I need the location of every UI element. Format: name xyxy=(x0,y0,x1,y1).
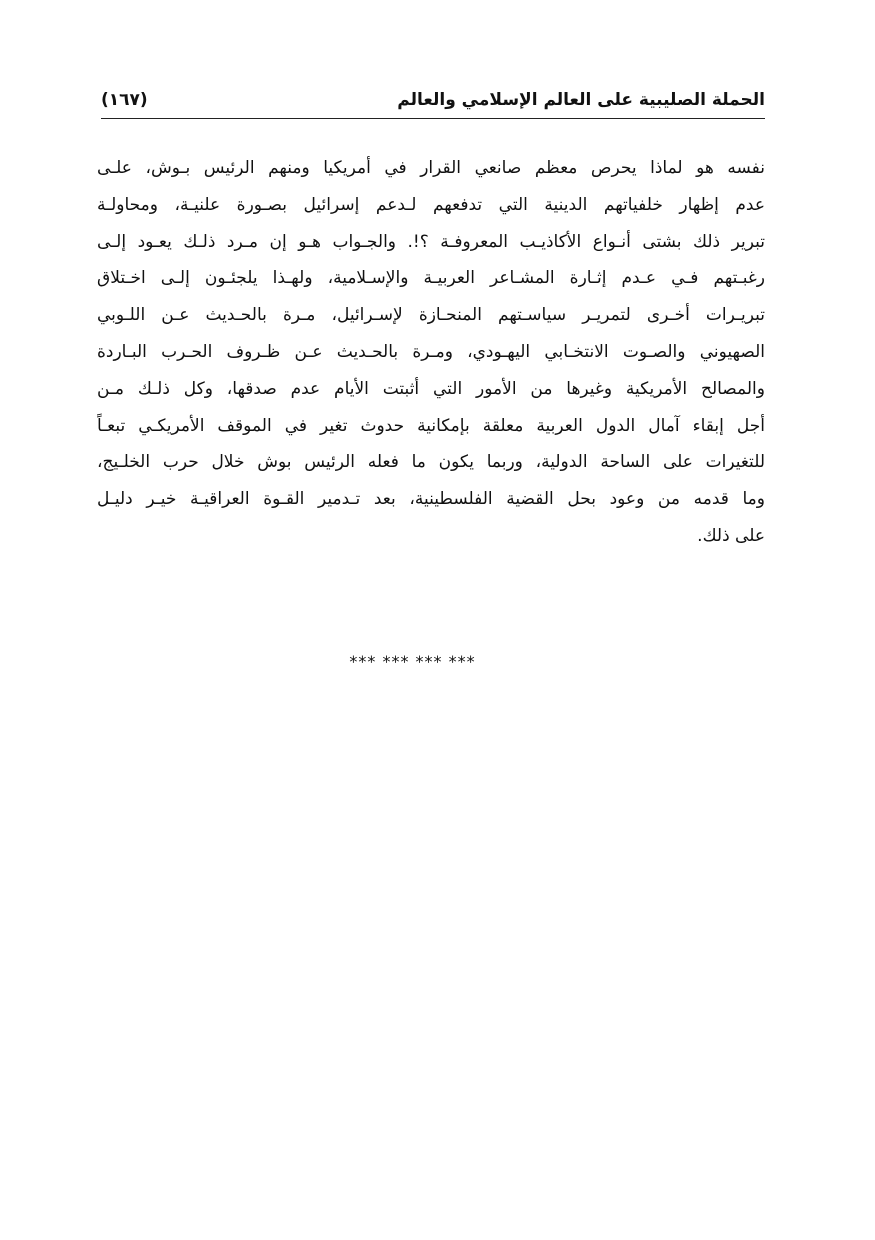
text-line: وما قدمه من وعود بحل القضية الفلسطينية، بعد تـدمير القـوة العراقيـة خيـر دليـل xyxy=(97,489,765,510)
body-paragraph xyxy=(97,150,765,555)
text-line: نفسه هو لماذا يحرص معظم صانعي القرار في أمريكيا ومنهم الرئيس بـوش، علـى xyxy=(97,158,765,178)
running-header xyxy=(101,86,765,119)
text-line: والمصالح الأمريكية وغيرها من الأمور التي أثبتت الأيام عدم صدقها، وكل ذلـك مـن xyxy=(97,378,765,399)
section-separator: *** *** *** *** xyxy=(349,652,476,671)
page-number: (١٦٧) xyxy=(101,90,148,110)
text-line: أجل إبقاء آمال الدول العربية معلقة بإمكانية حدوث تغير في الموقف الأمريكـي تبعـاً xyxy=(97,415,765,436)
text-line: الصهيوني والصـوت الانتخـابي اليهـودي، ومـرة بالحـديث عـن ظـروف الحـرب البـاردة xyxy=(97,341,765,362)
text-line: عدم إظهار خلفياتهم الدينية التي تدفعهم لـدعم إسرائيل بصـورة علنيـة، ومحاولـة xyxy=(97,194,765,215)
text-line: تبريـرات أخـرى لتمريـر سياسـتهم المنحـازة لإسـرائيل، مـرة بالحـديث عـن اللـوبي xyxy=(97,305,765,326)
book-title: الحملة الصليبية على العالم الإسلامي والعالم xyxy=(397,90,765,110)
text-line: تبرير ذلك بشتى أنـواع الأكاذيـب المعروفـة ؟!. والجـواب هـو إن مـرد ذلـك يعـود إلـى xyxy=(97,231,765,252)
text-line: على ذلك. xyxy=(697,525,765,546)
text-line: رغبـتهم فـي عـدم إثـارة المشـاعر العربيـة والإسـلامية، ولهـذا يلجئـون إلـى اخـتلاق xyxy=(97,268,765,289)
text-line: للتغيرات على الساحة الدولية، وربما يكون ما فعله الرئيس بوش خلال حرب الخلـيج، xyxy=(97,452,765,473)
